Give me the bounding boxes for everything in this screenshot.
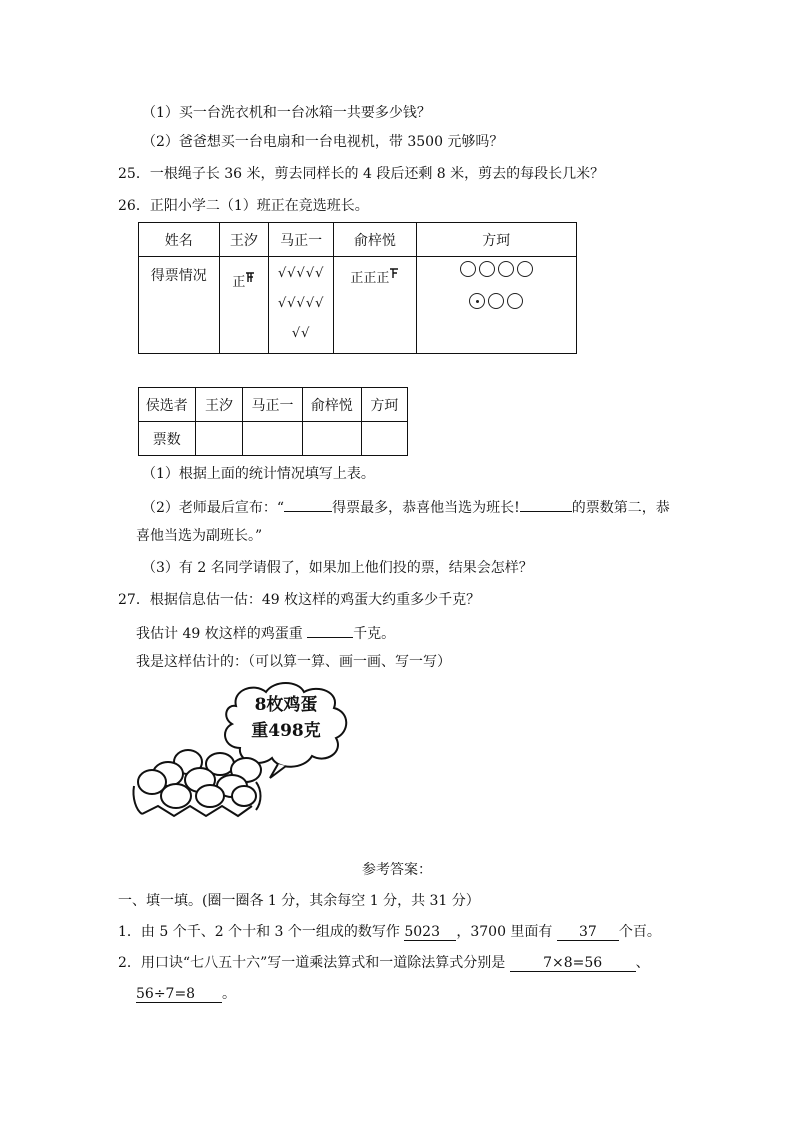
count-blank-fang[interactable] [361,422,407,456]
answer2-value2: 56÷7=8 [136,986,222,1003]
q26-sub2-cont: 喜他当选为副班长。” [136,528,263,544]
count-header-ma: 马正一 [243,388,302,422]
eggs-icon [133,750,261,816]
partial-zheng-icon [245,271,255,283]
tally-fang-cell [416,257,576,354]
answers-section1: 一、填一填。(圈一圈各 1 分，其余每空 1 分，共 31 分） [118,893,480,909]
blank-egg-weight[interactable] [307,621,353,638]
answer2-end: 。 [222,986,236,1002]
q26-sub2-part-a: （2）老师最后宣布：“ [142,500,285,516]
count-header-wang: 王汐 [195,388,243,422]
tally-table [138,222,577,354]
q27-title: 27．根据信息估一估：49 枚这样的鸡蛋大约重多少千克？ [118,592,481,608]
count-row-label: 票数 [139,422,196,456]
count-blank-yu[interactable] [302,422,361,456]
fang-circles-row1 [460,261,533,277]
count-blank-ma[interactable] [243,422,302,456]
tally-header-ma: 马正一 [269,223,334,257]
q27-line2: 我是这样估计的：（可以算一算、画一画、写一写） [136,654,451,670]
tally-ma-cell [269,257,334,354]
tally-ma-ticks-row1: √√√√√ [277,266,325,281]
answer2-value1: 7×8=56 [510,955,636,972]
answer1-line [118,922,661,942]
tally-header-wang: 王汐 [219,223,269,257]
q25-text: 25．一根绳子长 36 米，剪去同样长的 4 段后还剩 8 米，剪去的每段长几米？ [118,166,605,182]
answer2-separator: 、 [635,955,650,971]
tally-ma-ticks-row3: √√ [291,326,311,341]
q26-sub3: （3）有 2 名同学请假了，如果加上他们投的票，结果会怎样？ [142,560,533,576]
q24-sub1: （1）买一台洗衣机和一台冰箱一共要多少钱？ [142,105,431,121]
blank-class-monitor[interactable] [284,495,332,512]
q24-sub2: （2）爸爸想买一台电扇和一台电视机，带 3500 元够吗？ [142,134,504,150]
tally-ma-ticks-row2: √√√√√ [277,296,325,311]
count-header-yu: 俞梓悦 [302,388,361,422]
q27-line1-part-a: 我估计 49 枚这样的鸡蛋重 [136,626,308,642]
tally-yu-mark: 正正正 [350,271,390,286]
answer2-line [118,953,650,973]
fang-circles-row2 [469,293,523,309]
bubble-line1: 8枚鸡蛋 [254,695,318,715]
q26-sub1: （1）根据上面的统计情况填写上表。 [142,466,375,482]
count-header-candidate: 侯选者 [139,388,196,422]
answer1-value2: 37 [557,924,619,941]
partial-zheng-icon [389,267,399,279]
tally-wang-cell [219,257,269,354]
q26-sub2-part-c: 的票数第二，恭 [571,500,670,516]
answer2-cont [136,984,236,1004]
answer1-value1: 5023 [404,924,456,941]
tally-wang-mark: 正 [232,275,246,290]
answer1-suffix: 个百。 [618,924,661,940]
q26-sub2-part-b: 得票最多，恭喜他当选为班长! [332,500,520,516]
circle-icon [460,261,476,277]
count-header-fang: 方珂 [361,388,407,422]
circle-icon [479,261,495,277]
answers-heading: 参考答案： [362,862,432,878]
bubble-line2: 重498克 [251,721,321,741]
circle-icon [517,261,533,277]
circle-icon [507,293,523,309]
q27-line1 [136,621,395,644]
blank-vice-monitor[interactable] [520,495,572,512]
q27-line1-part-b: 千克。 [353,626,396,642]
answer1-middle: ，3700 里面有 [456,924,557,940]
q26-title: 26．正阳小学二（1）班正在竞选班长。 [118,198,369,214]
q26-sub2-line [142,495,670,518]
count-blank-wang[interactable] [195,422,243,456]
bubble-text [236,692,336,744]
dotted-circle-icon [469,293,485,309]
circle-icon [498,261,514,277]
tally-header-name: 姓名 [139,223,220,257]
tally-header-yu: 俞梓悦 [334,223,417,257]
count-table [138,387,408,456]
circle-icon [488,293,504,309]
answer2-prefix: 2．用口诀“七八五十六”写一道乘法算式和一道除法算式分别是 [118,955,510,971]
tally-yu-cell [334,257,417,354]
tally-header-fang: 方珂 [416,223,576,257]
answer1-prefix: 1．由 5 个千、2 个十和 3 个一组成的数写作 [118,924,405,940]
tally-row-label: 得票情况 [139,257,220,354]
